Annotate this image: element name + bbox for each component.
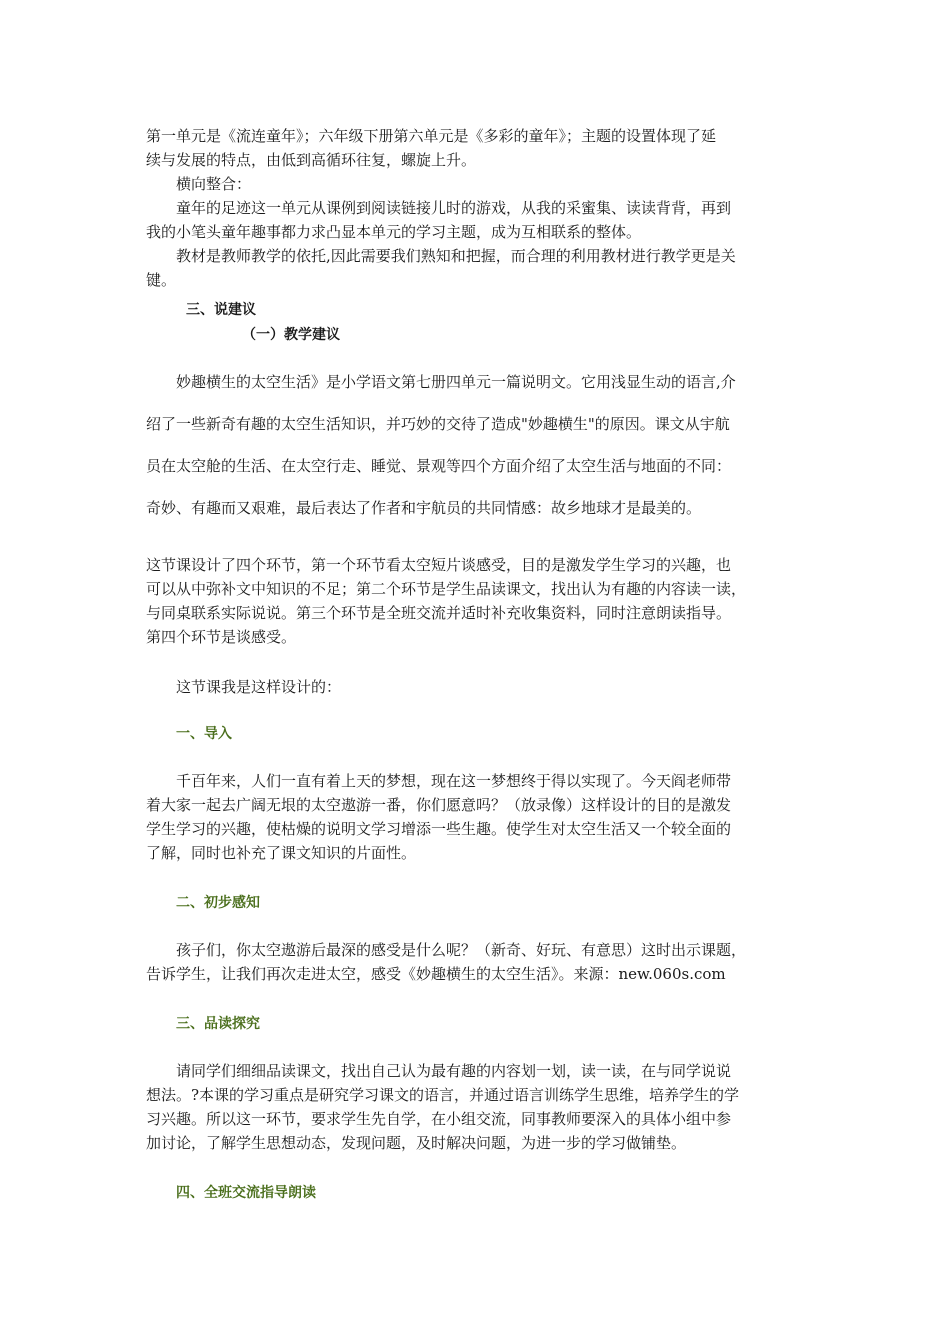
heng-label: 横向整合： [176, 175, 252, 193]
text-line: 想法。?本课的学习重点是研究学习课文的语言，并通过语言训练学生思维，培养学生的学 [146, 1086, 740, 1104]
heading-step-2: 二、初步感知 [176, 895, 260, 911]
paragraph-design-intro: 这节课我是这样设计的： [176, 678, 342, 696]
text-line: 教材是教师教学的依托,因此需要我们熟知和把握，而合理的利用教材进行教学更是关 [176, 247, 736, 265]
text-line: 这节课设计了四个环节，第一个环节看太空短片谈感受，目的是激发学生学习的兴趣，也 [146, 556, 732, 574]
text-line: 着大家一起去广阔无垠的太空遨游一番，你们愿意吗？（放录像）这样设计的目的是激发 [146, 796, 732, 814]
paragraph-step-1 [146, 769, 810, 865]
text-line: 请同学们细细品读课文，找出自己认为最有趣的内容划一划，读一读，在与同学说说 [176, 1062, 732, 1080]
text-line: 员在太空舱的生活、在太空行走、睡觉、景观等四个方面介绍了太空生活与地面的不同： [146, 457, 732, 475]
text-line: 与同桌联系实际说说。第三个环节是全班交流并适时补充收集资料，同时注意朗读指导。 [146, 604, 732, 622]
text-line: 加讨论，了解学生思想动态，发现问题，及时解决问题，为进一步的学习做铺垫。 [146, 1134, 687, 1152]
text-line: 妙趣横生的太空生活》是小学语文第七册四单元一篇说明文。它用浅显生动的语言,介 [176, 373, 736, 391]
heading-step-3: 三、品读探究 [176, 1016, 260, 1032]
paragraph-step-3 [146, 1059, 810, 1155]
heading-section-3: 三、说建议 [186, 302, 256, 318]
text-line: 第一单元是《流连童年》；六年级下册第六单元是《多彩的童年》；主题的设置体现了延 [146, 127, 717, 145]
paragraph-step-2 [146, 938, 810, 986]
text-line: 第四个环节是谈感受。 [146, 628, 297, 646]
text-line: 学生学习的兴趣，使枯燥的说明文学习增添一些生趣。使学生对太空生活又一个较全面的 [146, 820, 732, 838]
paragraph-teaching-material [146, 244, 810, 292]
paragraph-horizontal-label [146, 172, 810, 196]
heading-step-4: 四、全班交流指导朗读 [176, 1185, 316, 1201]
text-line: 习兴趣。所以这一环节，要求学生先自学，在小组交流，同事教师要深入的具体小组中参 [146, 1110, 732, 1128]
text-line: 孩子们，你太空遨游后最深的感受是什么呢？（新奇、好玩、有意思）这时出示课题， [176, 941, 747, 959]
text-line: 千百年来，人们一直有着上天的梦想，现在这一梦想终于得以实现了。今天阎老师带 [176, 772, 732, 790]
text-line: 奇妙、有趣而又艰难，最后表达了作者和宇航员的共同情感：故乡地球才是最美的。 [146, 499, 702, 517]
paragraph-lesson-design [146, 553, 810, 649]
text-line: 告诉学生，让我们再次走进太空，感受《妙趣横生的太空生活》。来源：new.060s.com [146, 965, 726, 983]
text-line: 绍了一些新奇有趣的太空生活知识，并巧妙的交待了造成"妙趣横生"的原因。课文从宇航 [146, 415, 730, 433]
heading-teaching-suggestion: （一）教学建议 [242, 327, 340, 343]
text-line: 我的小笔头童年趣事都力求凸显本单元的学习主题，成为互相联系的整体。 [146, 223, 642, 241]
text-line: 童年的足迹这一单元从课例到阅读链接儿时的游戏，从我的采蜜集、读读背背，再到 [176, 199, 732, 217]
paragraph-theme-continuity [146, 124, 810, 172]
text-line: 了解，同时也补充了课文知识的片面性。 [146, 844, 417, 862]
text-line: 续与发展的特点，由低到高循环往复，螺旋上升。 [146, 151, 477, 169]
paragraph-childhood-unit [146, 196, 810, 244]
text-line: 键。 [146, 271, 177, 289]
heading-step-1: 一、导入 [176, 726, 232, 742]
text-line: 可以从中弥补文中知识的不足；第二个环节是学生品读课文，找出认为有趣的内容读一读， [146, 580, 747, 598]
